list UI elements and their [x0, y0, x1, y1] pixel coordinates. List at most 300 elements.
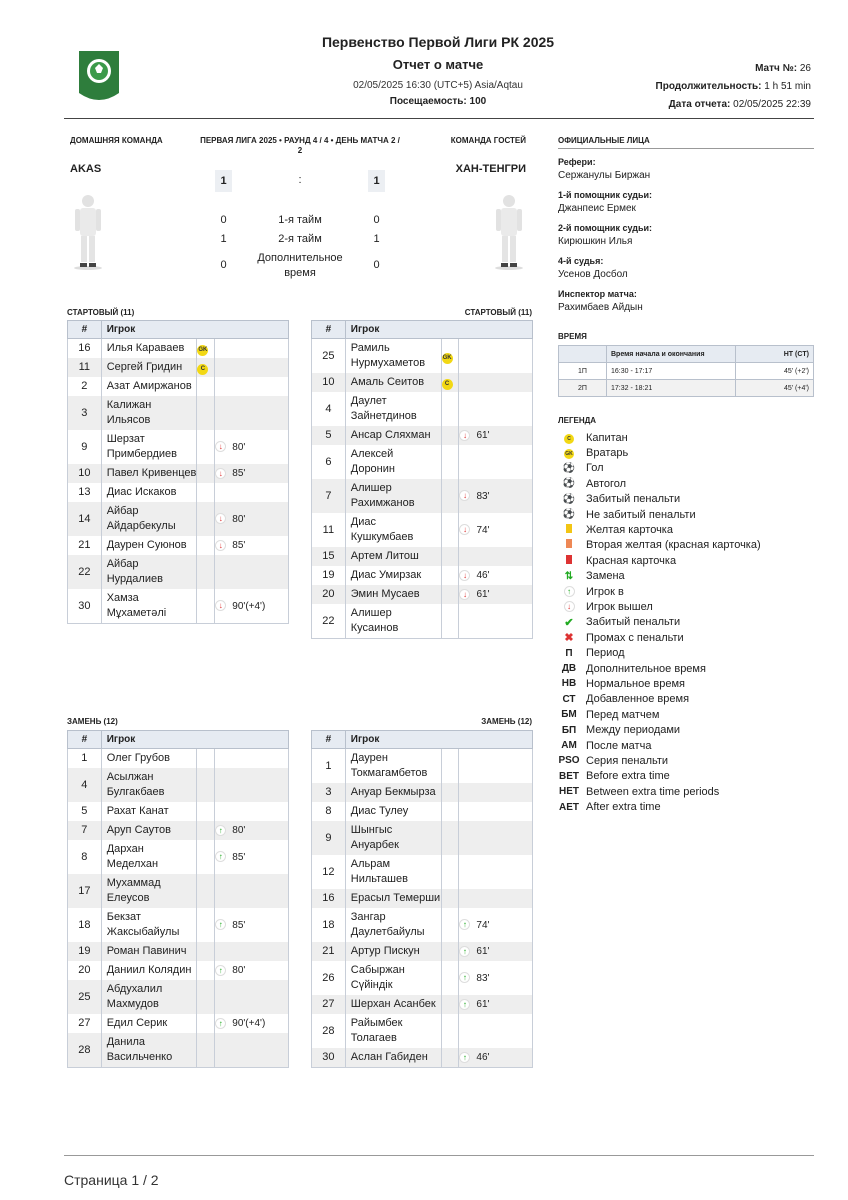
official-role: Инспектор матча:	[558, 289, 637, 299]
legend-abbr: AET	[559, 801, 579, 813]
player-name: Диас Тулеу	[345, 802, 441, 821]
player-name: Сабыржан Сүйіндік	[345, 961, 441, 995]
goalkeeper-icon: GK	[197, 345, 208, 356]
table-row	[312, 961, 533, 995]
legend-text: После матча	[586, 739, 652, 752]
player-name: Альрам Нильташев	[345, 855, 441, 889]
legend-text: Желтая карточка	[586, 524, 673, 537]
player-number: 10	[312, 373, 346, 392]
player-badge	[197, 358, 215, 377]
player-number: 19	[312, 566, 346, 585]
footer-divider	[64, 1155, 814, 1156]
red-card-icon	[556, 555, 582, 567]
player-in-icon: ↑	[215, 965, 226, 976]
table-row	[68, 961, 289, 980]
player-event	[459, 821, 533, 855]
player-name: Дархан Меделхан	[101, 840, 197, 874]
player-badge	[441, 961, 459, 995]
player-in-icon: ↑	[459, 946, 470, 957]
own-goal-icon: ⚽	[562, 478, 576, 490]
player-event	[459, 585, 533, 604]
table-row	[312, 889, 533, 908]
table-row	[312, 855, 533, 889]
player-badge	[441, 1048, 459, 1068]
penalty-scored-icon: ⚽	[562, 493, 576, 505]
player-number: 8	[312, 802, 346, 821]
player-name: Даурен Суюнов	[101, 536, 197, 555]
goal-icon: ⚽	[562, 462, 576, 474]
table-row	[68, 358, 289, 377]
home-team-label: ДОМАШНЯЯ КОМАНДА	[70, 136, 163, 145]
legend-abbr: П	[565, 647, 573, 659]
table-row	[68, 840, 289, 874]
player-in-icon: ↑	[215, 1018, 226, 1029]
player-name: Олег Грубов	[101, 749, 197, 769]
legend-item	[556, 630, 814, 645]
official-entry	[558, 288, 808, 314]
player-name: Артур Пискун	[345, 942, 441, 961]
player-number: 14	[68, 502, 102, 536]
time-col-period	[559, 346, 607, 363]
player-event	[459, 392, 533, 426]
col-number: #	[312, 321, 346, 339]
away-team-name: ХАН-ТЕНГРИ	[455, 163, 526, 175]
player-name: Калижан Ильясов	[101, 396, 197, 430]
legend-text: Игрок вышел	[586, 600, 653, 613]
player-badge	[441, 802, 459, 821]
player-event	[459, 855, 533, 889]
player-number: 28	[68, 1033, 102, 1068]
away-starting-table	[311, 320, 533, 639]
player-number: 22	[68, 555, 102, 589]
legend-item	[556, 569, 814, 584]
sub-minute: 74'	[476, 919, 490, 931]
away-subs-title: ЗАМЕНЬ (12)	[481, 717, 532, 726]
player-badge	[197, 1014, 215, 1033]
legend-item	[556, 522, 814, 537]
player-number: 9	[312, 821, 346, 855]
player-number: 12	[312, 855, 346, 889]
table-row	[312, 749, 533, 784]
player-event	[215, 483, 289, 502]
col-player: Игрок	[345, 731, 532, 749]
captain-icon: C	[197, 364, 208, 375]
player-name: Эмин Мусаев	[345, 585, 441, 604]
table-row	[312, 566, 533, 585]
sub-minute: 46'	[476, 570, 490, 581]
legend-item	[556, 661, 814, 676]
player-in-icon: ↑	[556, 586, 582, 597]
home-team-name: AKAS	[70, 163, 102, 175]
table-row	[312, 802, 533, 821]
player-name: Шерзат Примбердиев	[101, 430, 197, 464]
table-row	[312, 1048, 533, 1068]
legend-text: Before extra time	[586, 770, 670, 783]
time-col-range: Время начала и окончания	[607, 346, 736, 363]
period-label: 2-я тайм	[278, 233, 322, 245]
sub-minute: 85'	[232, 851, 246, 863]
official-name: Сержанулы Биржан	[558, 170, 651, 181]
legend-item	[556, 430, 814, 445]
player-badge	[441, 908, 459, 942]
player-out-icon: ↓	[556, 601, 582, 612]
player-event	[459, 961, 533, 995]
legend-text: Не забитый пенальти	[586, 508, 696, 521]
legend-text: Перед матчем	[586, 708, 660, 721]
player-event	[215, 768, 289, 802]
player-event	[459, 995, 533, 1014]
official-name: Рахимбаев Айдын	[558, 302, 643, 313]
player-name: Азат Амиржанов	[101, 377, 197, 396]
table-row	[312, 479, 533, 513]
legend-item	[556, 676, 814, 691]
table-row	[68, 536, 289, 555]
player-badge	[441, 426, 459, 445]
player-number: 11	[68, 358, 102, 377]
player-event	[215, 942, 289, 961]
sub-minute: 85'	[232, 919, 246, 931]
match-number: Матч №: 26	[755, 63, 811, 74]
player-number: 27	[68, 1014, 102, 1033]
legend-text: Между периодами	[586, 724, 681, 737]
player-in-icon: ↑	[459, 999, 470, 1010]
official-name: Кирюшкин Илья	[558, 236, 633, 247]
player-badge	[197, 874, 215, 908]
legend-item	[556, 476, 814, 491]
sub-minute: 85'	[232, 468, 246, 479]
legend-text: Вторая желтая (красная карточка)	[586, 539, 761, 552]
table-row	[68, 749, 289, 769]
legend-title: ЛЕГЕНДА	[558, 416, 597, 425]
shootout-scored-icon: ✔	[564, 616, 574, 629]
player-number: 16	[68, 339, 102, 359]
official-role: 1-й помощник судьи:	[558, 190, 653, 200]
col-number: #	[68, 731, 102, 749]
player-number: 20	[68, 961, 102, 980]
second-yellow-icon	[556, 539, 582, 551]
away-starting-title: СТАРТОВЫЙ (11)	[464, 308, 532, 317]
legend-text: Between extra time periods	[586, 785, 720, 798]
table-row	[68, 821, 289, 840]
table-row	[312, 445, 533, 479]
legend-text: Красная карточка	[586, 554, 677, 567]
player-number: 16	[312, 889, 346, 908]
period-away-score: 1	[373, 233, 380, 245]
player-event	[459, 1014, 533, 1048]
legend-abbr: HET	[559, 786, 579, 798]
official-role: 4-й судья:	[558, 256, 604, 266]
time-period: 2П	[559, 380, 607, 397]
col-player: Игрок	[345, 321, 532, 339]
col-number: #	[68, 321, 102, 339]
player-badge	[441, 566, 459, 585]
table-row	[312, 513, 533, 547]
player-name: Илья Караваев	[101, 339, 197, 359]
legend-item	[556, 461, 814, 476]
table-row	[68, 589, 289, 624]
player-number: 2	[68, 377, 102, 396]
legend-item	[556, 445, 814, 460]
legend-item	[556, 799, 814, 814]
player-number: 7	[312, 479, 346, 513]
official-entry	[558, 156, 808, 182]
period-label: 1-я тайм	[278, 214, 322, 226]
player-number: 7	[68, 821, 102, 840]
attendance: Посещаемость: 100	[389, 96, 487, 107]
legend-text: Забитый пенальти	[586, 616, 681, 629]
player-out-icon: ↓	[215, 441, 226, 452]
legend-item	[556, 584, 814, 599]
player-name: Даниил Колядин	[101, 961, 197, 980]
table-row	[68, 502, 289, 536]
official-entry	[558, 255, 808, 281]
player-name: Данила Васильченко	[101, 1033, 197, 1068]
match-datetime: 02/05/2025 16:30 (UTC+5) Asia/Aqtau	[353, 80, 523, 91]
table-row	[312, 908, 533, 942]
player-number: 10	[68, 464, 102, 483]
legend-abbr: НВ	[561, 678, 577, 690]
player-out-icon: ↓	[215, 513, 226, 524]
player-event	[215, 430, 289, 464]
player-event	[215, 1033, 289, 1068]
player-number: 21	[68, 536, 102, 555]
player-number: 18	[68, 908, 102, 942]
sub-minute: 80'	[232, 513, 246, 525]
table-row	[68, 464, 289, 483]
player-event	[215, 961, 289, 980]
player-name: Роман Павинич	[101, 942, 197, 961]
legend-item	[556, 553, 814, 568]
legend-abbr: АМ	[561, 740, 577, 751]
player-number: 27	[312, 995, 346, 1014]
player-event	[215, 908, 289, 942]
player-event	[215, 464, 289, 483]
player-name: Павел Кривенцев	[101, 464, 197, 483]
player-event	[215, 589, 289, 624]
period-away-score: 0	[373, 259, 380, 271]
player-event	[215, 874, 289, 908]
player-number: 5	[68, 802, 102, 821]
player-badge	[441, 855, 459, 889]
legend-item	[556, 507, 814, 522]
table-row	[68, 555, 289, 589]
player-badge	[197, 502, 215, 536]
player-name: Асылжан Булгакбаев	[101, 768, 197, 802]
player-number: 22	[312, 604, 346, 639]
player-number: 21	[312, 942, 346, 961]
goalkeeper-icon: GK	[442, 353, 453, 364]
col-player: Игрок	[101, 321, 288, 339]
player-badge	[197, 555, 215, 589]
player-name: Рахат Канат	[101, 802, 197, 821]
time-col-ht: HT (CT)	[736, 346, 814, 363]
table-row	[68, 874, 289, 908]
legend-item	[556, 692, 814, 707]
page-number: Страница 1 / 2	[64, 1172, 159, 1188]
player-event	[215, 536, 289, 555]
player-number: 4	[312, 392, 346, 426]
player-badge	[197, 339, 215, 359]
player-number: 30	[312, 1048, 346, 1068]
report-subtitle: Отчет о матче	[392, 57, 484, 72]
player-name: Аслан Габиден	[345, 1048, 441, 1068]
legend-text: Промах с пенальти	[586, 631, 684, 644]
time-range: 17:32 - 18:21	[607, 380, 736, 397]
player-badge	[441, 445, 459, 479]
sub-minute: 90'(+4')	[232, 600, 266, 612]
time-table	[558, 345, 814, 397]
table-row	[312, 339, 533, 374]
legend-text: Игрок в	[586, 585, 624, 598]
player-number: 9	[68, 430, 102, 464]
captain-icon: C	[442, 379, 453, 390]
official-entry	[558, 189, 808, 215]
table-row	[312, 1014, 533, 1048]
player-in-icon: ↑	[215, 919, 226, 930]
player-number: 17	[68, 874, 102, 908]
table-row	[68, 908, 289, 942]
player-out-icon: ↓	[459, 430, 470, 441]
player-badge	[441, 547, 459, 566]
player-number: 26	[312, 961, 346, 995]
legend-item	[556, 738, 814, 753]
table-row	[312, 604, 533, 639]
sub-minute: 74'	[476, 524, 490, 536]
period-home-score: 0	[220, 259, 227, 271]
sub-minute: 80'	[232, 441, 246, 453]
col-player: Игрок	[101, 731, 288, 749]
player-event	[215, 358, 289, 377]
legend-text: Автогол	[586, 477, 627, 490]
home-score: 1	[215, 170, 232, 192]
officials-list	[558, 156, 808, 321]
legend-abbr: БМ	[561, 709, 577, 721]
player-event	[459, 604, 533, 639]
table-row	[312, 373, 533, 392]
player-number: 28	[312, 1014, 346, 1048]
player-badge	[197, 802, 215, 821]
player-number: 18	[312, 908, 346, 942]
player-out-icon: ↓	[215, 468, 226, 479]
player-badge	[197, 483, 215, 502]
player-name: Едил Серик	[101, 1014, 197, 1033]
player-name: Диас Кушкумбаев	[345, 513, 441, 547]
table-row	[312, 585, 533, 604]
player-name: Шерхан Асанбек	[345, 995, 441, 1014]
player-name: Хамза Мұхаметәлі	[101, 589, 197, 624]
player-event	[215, 502, 289, 536]
player-number: 20	[312, 585, 346, 604]
player-in-icon: ↑	[459, 972, 470, 983]
player-badge	[197, 464, 215, 483]
sub-minute: 61'	[476, 999, 490, 1010]
period-home-score: 1	[220, 233, 227, 245]
player-name: Артем Литош	[345, 547, 441, 566]
table-row	[68, 1033, 289, 1068]
sub-minute: 80'	[232, 965, 246, 976]
legend-item	[556, 722, 814, 737]
player-event	[459, 889, 533, 908]
table-row	[68, 377, 289, 396]
time-period: 1П	[559, 363, 607, 380]
shootout-missed-icon: ✖	[564, 632, 574, 645]
player-event	[459, 339, 533, 374]
home-starting-title: СТАРТОВЫЙ (11)	[67, 308, 135, 317]
player-badge	[441, 339, 459, 374]
player-badge	[197, 377, 215, 396]
legend-text: Нормальное время	[586, 677, 685, 690]
player-badge	[441, 392, 459, 426]
player-name: Шынгыс Ануарбек	[345, 821, 441, 855]
player-badge	[441, 479, 459, 513]
sub-minute: 61'	[476, 589, 490, 600]
player-number: 3	[68, 396, 102, 430]
sub-minute: 80'	[232, 825, 246, 836]
player-event	[459, 445, 533, 479]
table-row	[312, 995, 533, 1014]
legend-abbr: СТ	[562, 693, 576, 705]
player-badge	[197, 961, 215, 980]
player-name: Даурен Токмагамбетов	[345, 749, 441, 784]
legend-text: Добавленное время	[586, 693, 690, 706]
substitution-icon: ⇅	[564, 570, 574, 582]
player-name: Райымбек Толагаев	[345, 1014, 441, 1048]
player-out-icon: ↓	[215, 600, 226, 611]
player-badge	[197, 908, 215, 942]
player-number: 11	[312, 513, 346, 547]
player-name: Амаль Сеитов	[345, 373, 441, 392]
official-role: 2-й помощник судьи:	[558, 223, 653, 233]
table-row	[68, 802, 289, 821]
player-badge	[441, 373, 459, 392]
player-badge	[197, 536, 215, 555]
player-badge	[197, 749, 215, 769]
player-name: Бекзат Жаксыбайулы	[101, 908, 197, 942]
player-out-icon: ↓	[459, 589, 470, 600]
player-out-icon: ↓	[459, 490, 470, 501]
player-badge	[197, 768, 215, 802]
player-number: 15	[312, 547, 346, 566]
player-number: 4	[68, 768, 102, 802]
player-name: Ерасыл Темерши	[345, 889, 441, 908]
time-ht: 45' (+4')	[736, 380, 814, 397]
home-starting-table	[67, 320, 289, 624]
player-event	[215, 1014, 289, 1033]
legend-text: Вратарь	[586, 447, 629, 460]
player-in-icon: ↑	[215, 825, 226, 836]
table-row	[312, 821, 533, 855]
legend-item	[556, 784, 814, 799]
player-badge	[441, 604, 459, 639]
player-event	[459, 1048, 533, 1068]
legend-item	[556, 753, 814, 768]
player-out-icon: ↓	[459, 570, 470, 581]
player-number: 5	[312, 426, 346, 445]
legend-abbr: BET	[559, 770, 579, 782]
player-name: Ансар Сляхман	[345, 426, 441, 445]
player-name: Ануар Бекмырза	[345, 783, 441, 802]
player-badge	[441, 783, 459, 802]
player-name: Рамиль Нурмухаметов	[345, 339, 441, 374]
player-event	[459, 783, 533, 802]
player-badge	[441, 889, 459, 908]
legend-text: Капитан	[586, 431, 628, 444]
player-name: Айбар Айдарбекулы	[101, 502, 197, 536]
player-name: Даулет Зайнетдинов	[345, 392, 441, 426]
legend-item	[556, 645, 814, 660]
player-number: 13	[68, 483, 102, 502]
player-event	[459, 513, 533, 547]
